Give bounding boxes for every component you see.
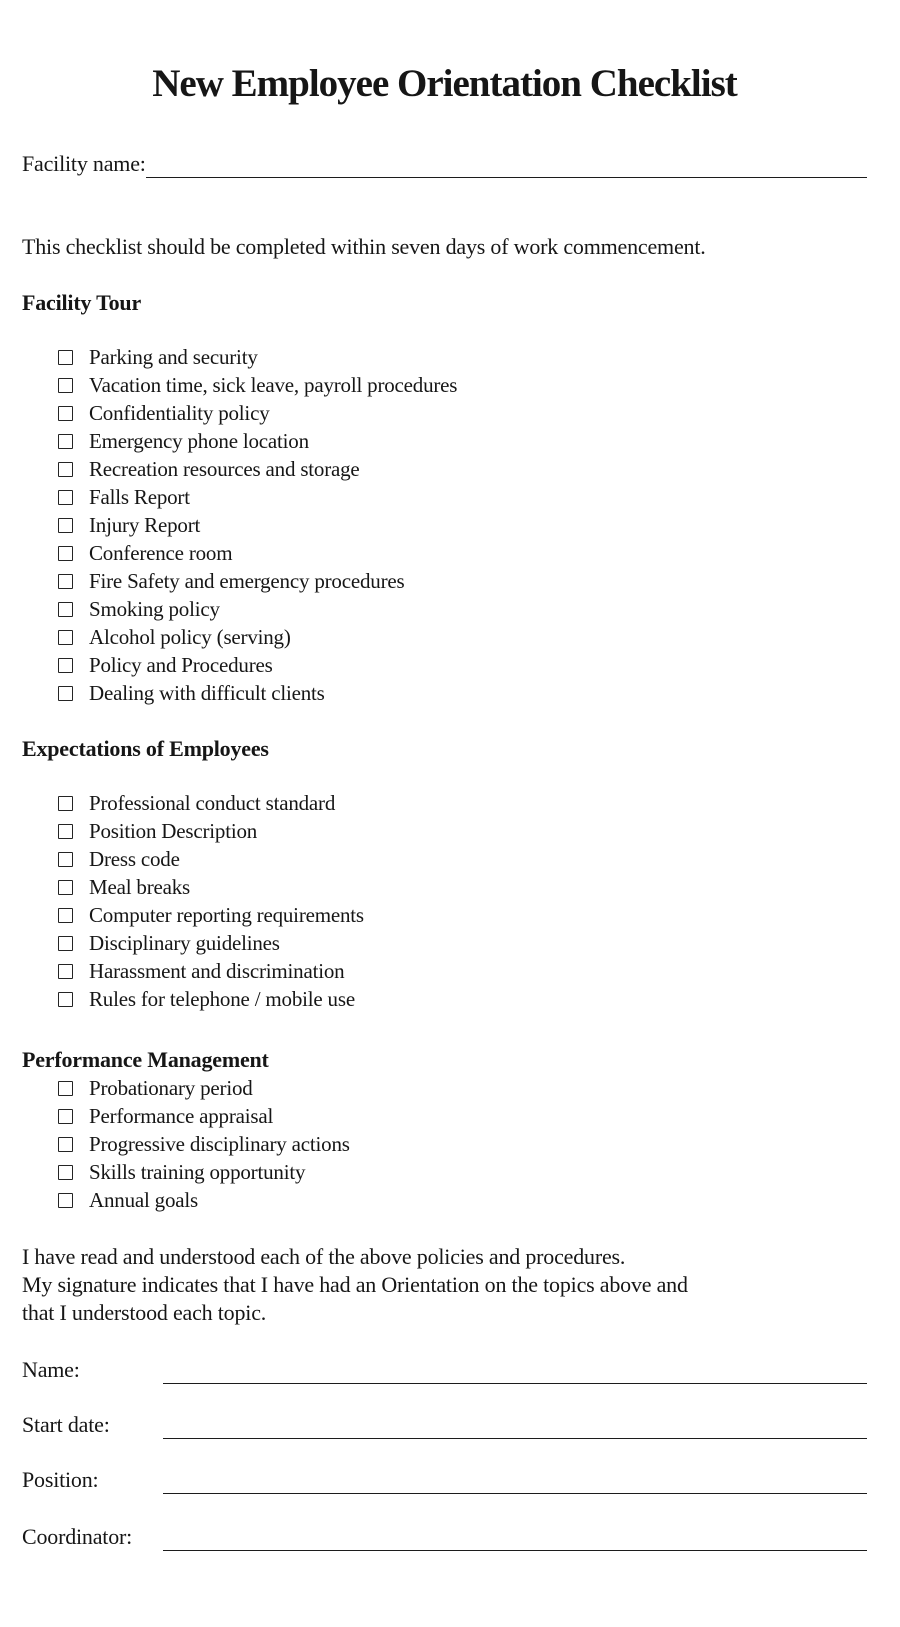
checklist-item	[22, 901, 867, 929]
checkbox-icon[interactable]	[58, 796, 73, 811]
checkbox-icon[interactable]	[58, 852, 73, 867]
checkbox-icon[interactable]	[58, 378, 73, 393]
checklist-item-label: Probationary period	[89, 1076, 253, 1100]
checkbox-icon[interactable]	[58, 350, 73, 365]
checklist-item-label: Smoking policy	[89, 597, 220, 621]
checklist-item	[22, 873, 867, 901]
checklist-item-label: Conference room	[89, 541, 233, 565]
checkbox-icon[interactable]	[58, 964, 73, 979]
facility-name-blank-line[interactable]	[146, 152, 867, 178]
checklist-item	[22, 567, 867, 595]
acknowledgement-line: My signature indicates that I have had an Orientation on the topics above and	[22, 1272, 688, 1297]
checklist-item	[22, 985, 867, 1013]
section-heading: Expectations of Employees	[22, 736, 269, 761]
checklist-item	[22, 343, 867, 371]
checklist-item-label: Disciplinary guidelines	[89, 931, 280, 955]
section-expectations-of-employees	[22, 735, 867, 1013]
checklist-item-label: Annual goals	[89, 1188, 198, 1212]
checklist-item	[22, 511, 867, 539]
checklist-item-label: Computer reporting requirements	[89, 903, 364, 927]
checklist-item-label: Position Description	[89, 819, 258, 843]
checklist-item-label: Fire Safety and emergency procedures	[89, 569, 405, 593]
checklist-item	[22, 455, 867, 483]
checklist-item	[22, 371, 867, 399]
checklist-item	[22, 845, 867, 873]
coordinator-blank-line[interactable]	[163, 1525, 867, 1551]
checklist-item	[22, 679, 867, 707]
checkbox-icon[interactable]	[58, 880, 73, 895]
checklist-item	[22, 623, 867, 651]
checkbox-icon[interactable]	[58, 518, 73, 533]
position-blank-line[interactable]	[163, 1468, 867, 1494]
section-facility-tour	[22, 289, 867, 707]
checklist-item	[22, 789, 867, 817]
section-performance-management	[22, 1046, 867, 1214]
section-heading: Facility Tour	[22, 290, 142, 315]
checkbox-icon[interactable]	[58, 630, 73, 645]
facility-name-label: Facility name:	[22, 151, 146, 176]
checkbox-icon[interactable]	[58, 462, 73, 477]
checklist-item-label: Emergency phone location	[89, 429, 309, 453]
checkbox-icon[interactable]	[58, 936, 73, 951]
checklist-item	[22, 539, 867, 567]
checklist-item-label: Confidentiality policy	[89, 401, 270, 425]
acknowledgement-line: that I understood each topic.	[22, 1300, 267, 1325]
position-label: Position:	[22, 1467, 99, 1492]
position-field-row	[22, 1466, 867, 1494]
checklist-item-label: Harassment and discrimination	[89, 959, 345, 983]
checkbox-icon[interactable]	[58, 908, 73, 923]
checkbox-icon[interactable]	[58, 1137, 73, 1152]
expectations-checklist	[22, 789, 867, 1013]
name-field-row	[22, 1356, 867, 1384]
checklist-item-label: Recreation resources and storage	[89, 457, 360, 481]
name-blank-line[interactable]	[163, 1358, 867, 1384]
checklist-item	[22, 1130, 867, 1158]
checklist-item	[22, 1186, 867, 1214]
section-heading: Performance Management	[22, 1047, 269, 1072]
facility-tour-checklist	[22, 343, 867, 707]
checkbox-icon[interactable]	[58, 658, 73, 673]
coordinator-label: Coordinator:	[22, 1524, 133, 1549]
checkbox-icon[interactable]	[58, 1109, 73, 1124]
acknowledgement-line: I have read and understood each of the above policies and procedures.	[22, 1244, 626, 1269]
checkbox-icon[interactable]	[58, 1193, 73, 1208]
checklist-item-label: Meal breaks	[89, 875, 191, 899]
checkbox-icon[interactable]	[58, 1081, 73, 1096]
checklist-item	[22, 1158, 867, 1186]
page-title: New Employee Orientation Checklist	[152, 62, 737, 105]
start-date-blank-line[interactable]	[163, 1413, 867, 1439]
checkbox-icon[interactable]	[58, 490, 73, 505]
start-date-field-row	[22, 1411, 867, 1439]
checklist-item	[22, 957, 867, 985]
checklist-item-label: Performance appraisal	[89, 1104, 274, 1128]
checklist-item-label: Policy and Procedures	[89, 653, 273, 677]
checklist-item	[22, 1074, 867, 1102]
name-label: Name:	[22, 1357, 80, 1382]
checklist-item	[22, 399, 867, 427]
performance-checklist	[22, 1074, 867, 1214]
start-date-label: Start date:	[22, 1412, 110, 1437]
checkbox-icon[interactable]	[58, 824, 73, 839]
checklist-item	[22, 929, 867, 957]
intro-text: This checklist should be completed within seven days of work commencement.	[22, 234, 706, 259]
checkbox-icon[interactable]	[58, 546, 73, 561]
checklist-item-label: Falls Report	[89, 485, 190, 509]
checklist-item-label: Rules for telephone / mobile use	[89, 987, 355, 1011]
checklist-item	[22, 817, 867, 845]
checklist-item	[22, 483, 867, 511]
checkbox-icon[interactable]	[58, 686, 73, 701]
checkbox-icon[interactable]	[58, 406, 73, 421]
checkbox-icon[interactable]	[58, 434, 73, 449]
checklist-item-label: Alcohol policy (serving)	[89, 625, 291, 649]
facility-name-field-row	[22, 150, 867, 178]
checklist-item-label: Dress code	[89, 847, 180, 871]
checklist-item	[22, 595, 867, 623]
checklist-item-label: Parking and security	[89, 345, 258, 369]
acknowledgement-text	[22, 1243, 867, 1327]
coordinator-field-row	[22, 1523, 867, 1551]
checkbox-icon[interactable]	[58, 602, 73, 617]
checkbox-icon[interactable]	[58, 992, 73, 1007]
checklist-item-label: Skills training opportunity	[89, 1160, 306, 1184]
checklist-item-label: Professional conduct standard	[89, 791, 336, 815]
checklist-item-label: Progressive disciplinary actions	[89, 1132, 350, 1156]
checklist-item	[22, 1102, 867, 1130]
checkbox-icon[interactable]	[58, 1165, 73, 1180]
checklist-item	[22, 651, 867, 679]
checklist-item-label: Vacation time, sick leave, payroll procedures	[89, 373, 458, 397]
checklist-item-label: Dealing with difficult clients	[89, 681, 325, 705]
checklist-item-label: Injury Report	[89, 513, 201, 537]
checklist-item	[22, 427, 867, 455]
checkbox-icon[interactable]	[58, 574, 73, 589]
